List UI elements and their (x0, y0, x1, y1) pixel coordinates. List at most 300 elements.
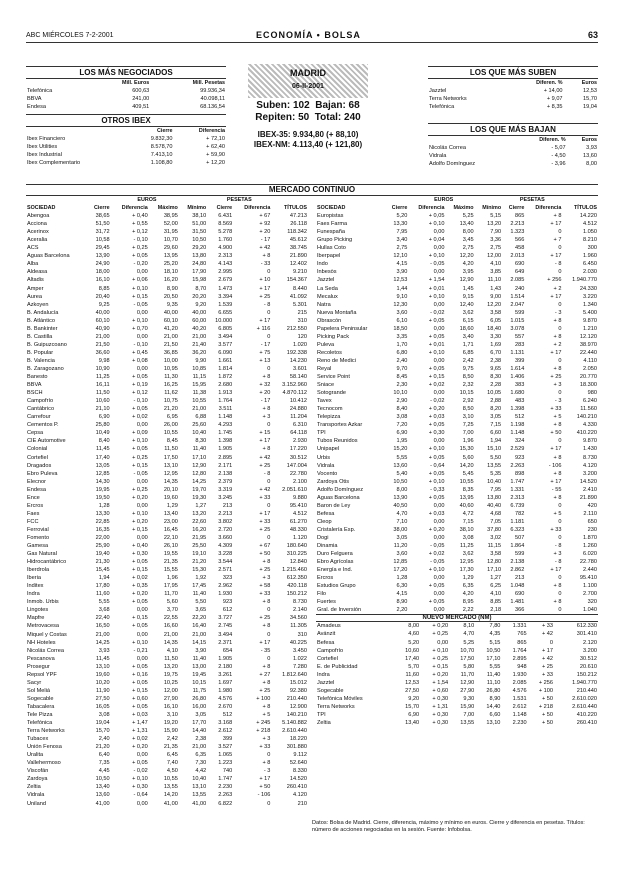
cell-value: 10,00 (163, 357, 178, 364)
table-row (26, 381, 308, 389)
cell-value: 3.078 (510, 325, 525, 332)
cell-value: 3.261 (218, 671, 233, 678)
cell-value: - 17 (260, 237, 271, 244)
cell-value: 11,10 (487, 277, 502, 284)
table-row (316, 333, 598, 341)
table-row (26, 309, 308, 317)
cell-value: 8,50 (462, 406, 474, 413)
cell-value: 8,90 (166, 285, 178, 292)
table-row (316, 630, 598, 638)
cell-value: + 8 (262, 623, 271, 630)
cell-value: 3.200 (583, 470, 597, 477)
cell-value: 2.680 (218, 382, 233, 389)
cell-value: 17,40 (95, 454, 110, 461)
cell-value: 61.270 (289, 518, 307, 525)
cell-value: 3,10 (462, 414, 474, 421)
table-row (26, 526, 308, 534)
cell-value: + 0,04 (428, 237, 445, 244)
cell-value: 18,50 (393, 325, 408, 332)
table-row (428, 144, 598, 152)
cell-value: 3,08 (462, 534, 474, 541)
cell-value: + 50 (259, 784, 271, 791)
cell-value: + 8 (262, 760, 271, 767)
cell-value: 3.544 (218, 559, 233, 566)
cell-value: - 0,64 (133, 792, 148, 799)
cell-value: 10,40 (192, 430, 207, 437)
cell-value: 7,35 (98, 760, 110, 767)
cell-value: 14,40 (192, 728, 207, 735)
cell-value: 11.204 (290, 414, 307, 421)
cell-value: 29,45 (95, 245, 110, 252)
cell-value: 0 (558, 325, 562, 332)
group-header-euros: EUROS (434, 197, 454, 203)
cell-value: 1.747 (510, 478, 525, 485)
table-row (316, 526, 598, 534)
cell-value: + 17 (259, 317, 271, 324)
cell-value: + 0,25 (432, 631, 449, 638)
company-name: Azkoyen (27, 301, 49, 308)
cell-value: - 0,05 (133, 470, 148, 477)
cell-value: 1.814 (218, 365, 233, 372)
company-name: Ence (27, 494, 40, 501)
cell-value: + 0,10 (428, 446, 445, 453)
cell-value: + 0,15 (132, 567, 148, 574)
cell-value: 41,00 (192, 800, 207, 807)
company-name: Estudios Grupo (317, 583, 356, 590)
cell-value: - 0,10 (133, 398, 148, 405)
cell-value: + 0,30 (432, 720, 449, 726)
cell-value: + 2 (553, 285, 562, 292)
cell-value: + 8 (262, 599, 271, 606)
company-name: Inmob. Urbis (27, 599, 59, 606)
cell-value: + 5 (262, 712, 271, 718)
cell-value: 7,15 (462, 518, 474, 525)
cell-value: 4,10 (166, 647, 178, 654)
cell-value: 2.610.440 (282, 728, 307, 735)
cell-value: + 0,10 (428, 253, 445, 260)
cell-value: 2,75 (490, 245, 502, 252)
cell-value: 6,88 (195, 414, 207, 421)
cell-value: + 0,20 (132, 744, 148, 751)
cell-value: 38,65 (95, 213, 110, 220)
cell-value: 1.108,80 (150, 160, 173, 167)
cell-value: + 0,20 (428, 406, 445, 413)
cell-value: 650 (587, 518, 597, 525)
page-number: 63 (587, 30, 598, 40)
cell-value: 5,15 (490, 213, 502, 220)
cell-value: 10,70 (460, 647, 475, 654)
cell-value: 3,45 (462, 237, 474, 244)
cell-value: 7,00 (462, 430, 474, 437)
cell-value: + 3 (262, 575, 271, 582)
header-date: ABC MIÉRCOLES 7-2-2001 (26, 32, 114, 39)
company-name: Sacyr (27, 679, 42, 686)
company-name: Ebro Agrícolas (317, 559, 354, 566)
company-name: E. de Publicidad (317, 663, 358, 670)
cell-value: + 8 (553, 365, 562, 372)
cell-value: 8.440 (293, 285, 307, 292)
cell-value: 13,30 (95, 510, 110, 517)
table-row (428, 103, 598, 111)
cell-value: + 116 (256, 325, 271, 332)
cell-value: + 100 (256, 695, 271, 702)
company-name: Sniace (317, 382, 335, 389)
col-header: Máximo (157, 205, 178, 212)
cell-value: 0,00 (433, 269, 445, 276)
table-row (26, 325, 308, 333)
cell-value: 6,85 (462, 349, 474, 356)
cell-value: 2.213 (218, 510, 233, 517)
cell-value: 13,55 (460, 720, 475, 726)
cell-value: 865 (517, 639, 527, 646)
company-name: Tele Pizza (27, 712, 53, 718)
table-row (26, 95, 226, 103)
table-row (316, 598, 598, 606)
cell-value: 0,00 (433, 301, 445, 308)
cell-value: 9.210 (293, 269, 307, 276)
mas-bajan-title: LOS QUE MÁS BAJAN (428, 123, 598, 136)
cell-value: + 33 (550, 526, 562, 533)
cell-value: 1,70 (396, 341, 408, 348)
cell-value: 3.527 (218, 744, 233, 751)
cell-value: 17,50 (163, 454, 178, 461)
cell-value: + 0,05 (428, 422, 445, 429)
cell-value: 95.410 (289, 502, 307, 509)
cell-value: 4,72 (462, 510, 474, 517)
table-row (26, 429, 308, 437)
company-name: Vallehermoso (27, 760, 61, 767)
cell-value: 6,60 (489, 711, 501, 718)
cell-value: 8,00 (462, 229, 474, 236)
cell-value: 21.890 (289, 253, 307, 260)
cell-value: 0,00 (136, 655, 148, 662)
cell-value: 2.085 (512, 679, 527, 686)
company-name: Uniland (27, 800, 46, 807)
cell-value: 11,25 (460, 543, 474, 550)
cell-value: 0,00 (433, 502, 445, 509)
cell-value: 24.330 (579, 285, 597, 292)
table-row (26, 486, 308, 494)
cell-value: 4,42 (195, 768, 207, 775)
cell-value: 4,60 (408, 631, 420, 638)
cell-value: + 33 (259, 494, 271, 501)
company-name: Cleop (317, 518, 332, 525)
cell-value: 51,50 (95, 221, 110, 228)
cell-value: + 0,09 (132, 430, 148, 437)
col-header: Diferen. % (539, 137, 566, 144)
company-name: Repsol YPF (27, 671, 57, 678)
company-name: Zardoya Otis (317, 478, 350, 485)
company-name: Ercros (317, 575, 334, 582)
cell-value: 13,40 (459, 221, 474, 228)
cell-value: + 0,45 (132, 349, 148, 356)
company-name: Cristalería Esp. (317, 526, 356, 533)
cell-value: + 0,35 (132, 583, 148, 590)
company-name: Dogi (317, 534, 329, 541)
cell-value: 5.400 (583, 309, 597, 316)
table-row (316, 357, 598, 365)
table-row (316, 606, 598, 614)
company-name: B. Bankinter (27, 325, 58, 332)
cell-value: - 8 (263, 301, 271, 308)
table-row (26, 598, 308, 606)
cell-value: + 1,31 (432, 703, 449, 710)
cell-value: 6,40 (98, 752, 110, 759)
cell-value: + 3 (553, 551, 562, 558)
cell-value: 13,10 (192, 784, 207, 791)
cell-value: 5,25 (462, 213, 474, 220)
cell-value: 12,10 (393, 253, 408, 260)
cell-value: 3,30 (490, 333, 502, 340)
company-name: Miquel y Costas (27, 631, 67, 638)
cell-value: 16,05 (95, 703, 110, 710)
table-row (316, 373, 598, 381)
table-row (316, 429, 598, 437)
table-row (26, 622, 308, 630)
cell-value: 690 (515, 261, 525, 268)
company-name: Vidrala (429, 153, 447, 160)
cell-value: 18,60 (459, 325, 474, 332)
cell-value: 241,00 (132, 96, 150, 103)
cell-value: 99.936,34 (200, 88, 225, 95)
cell-value: 4,15 (396, 261, 408, 268)
cell-value: 0,00 (136, 269, 148, 276)
table-row (26, 244, 308, 252)
cell-value: 21,50 (163, 341, 178, 348)
table-row (26, 365, 308, 373)
table-row (26, 494, 308, 502)
cell-value: + 15 (259, 430, 271, 437)
cell-value: + 0,02 (132, 414, 148, 421)
cell-value: + 0,05 (132, 679, 148, 686)
cell-value: 3,68 (98, 607, 110, 614)
table-row (316, 309, 598, 317)
cell-value: + 5 (553, 510, 562, 517)
cell-value: 22.780 (579, 559, 597, 566)
cell-value: 12,80 (487, 559, 502, 566)
cell-value: + 20 (259, 229, 271, 236)
cell-value: + 58 (259, 583, 271, 590)
cell-value: 1.331 (510, 486, 525, 493)
table-row (26, 550, 308, 558)
cell-value: 41.092 (289, 293, 307, 300)
table-row (316, 679, 598, 687)
company-name: Tecnocom (317, 406, 343, 413)
cell-value: 12.402 (289, 261, 307, 268)
cell-value: 11,30 (164, 374, 178, 381)
table-row (26, 268, 308, 276)
cell-value: + 0,05 (428, 583, 445, 590)
cell-value: + 0,10 (132, 285, 148, 292)
cell-value: 14,35 (163, 478, 178, 485)
company-name: Adolfo Domínguez (317, 486, 364, 493)
cell-value: + 25 (550, 374, 562, 381)
cell-value: 9.832,30 (150, 136, 173, 143)
cell-value: 0,00 (136, 502, 148, 509)
cell-value: 13,20 (163, 663, 178, 670)
cell-value: 29,20 (192, 245, 207, 252)
cell-value: 13,80 (487, 494, 502, 501)
cell-value: 1,96 (462, 438, 474, 445)
cell-value: 17,45 (192, 583, 207, 590)
cell-value: 7,30 (195, 760, 207, 767)
cell-value: 0 (558, 575, 562, 582)
mercado-left-table (26, 196, 308, 808)
cell-value: 13,80 (192, 253, 207, 260)
cell-value: 512 (222, 712, 233, 718)
cell-value: 11,45 (96, 446, 110, 453)
table-row (316, 244, 598, 252)
cell-value: - 106 (548, 462, 562, 469)
company-name: Gral. de Inversión (317, 607, 362, 614)
table-row (26, 135, 226, 143)
cell-value: 7,95 (490, 486, 502, 493)
cell-value: + 72,10 (206, 136, 225, 143)
cell-value: - 0,02 (430, 398, 445, 405)
cell-value: 3.450 (293, 647, 307, 654)
cell-value: 14,25 (192, 478, 207, 485)
company-name: B. Castilla (27, 333, 53, 340)
cell-value: 6,60 (490, 430, 502, 437)
table-row (26, 220, 308, 228)
cell-value: 11,50 (96, 390, 110, 397)
table-row (26, 389, 308, 397)
cell-value: + 256 (547, 277, 562, 284)
cell-value: 12,85 (95, 470, 110, 477)
table-row (26, 236, 308, 244)
cell-value: + 0,02 (428, 382, 445, 389)
cell-value: 2.230 (218, 784, 233, 791)
cell-value: 3,93 (98, 647, 110, 654)
cell-value: 399 (515, 357, 525, 364)
table-row (316, 252, 598, 260)
cell-value: 215 (297, 309, 307, 316)
cell-value: 10,60 (405, 647, 420, 654)
cell-value: - 8 (263, 470, 271, 477)
cell-value: 4.900 (218, 245, 233, 252)
cell-value: 1,96 (166, 575, 178, 582)
cell-value: + 0,10 (428, 221, 445, 228)
cell-value: - 55 (551, 486, 562, 493)
table-row (316, 276, 598, 284)
cell-value: + 0,05 (132, 559, 148, 566)
table-row (26, 687, 308, 695)
cell-value: 3,02 (490, 534, 502, 541)
cell-value: 2,20 (396, 607, 408, 614)
company-name: Adolfo Domínguez (429, 161, 476, 168)
cell-value: 5,50 (490, 454, 502, 461)
cell-value: 0,00 (433, 607, 445, 614)
cell-value: 21,20 (192, 559, 207, 566)
cell-value: 230 (587, 526, 597, 533)
cell-value: 3,05 (195, 712, 207, 718)
cell-value: 10,15 (459, 390, 474, 397)
cell-value: + 0,30 (432, 711, 449, 718)
cell-value: 6,35 (195, 752, 207, 759)
table-row (26, 87, 226, 95)
cell-value: 11,15 (192, 374, 207, 381)
cell-value: 12,20 (487, 301, 502, 308)
company-name: Telefónica (429, 104, 455, 111)
cell-value: 22,00 (95, 534, 110, 541)
cell-value: 3.601 (293, 365, 307, 372)
table-row (26, 671, 308, 679)
table-row (316, 687, 598, 695)
col-header: Diferencia (535, 205, 562, 212)
cell-value: 19,45 (192, 671, 207, 678)
cell-value: 19,95 (95, 486, 110, 493)
cell-value: 40,00 (163, 309, 178, 316)
company-name: Sol Meliá (27, 687, 51, 694)
cell-value: 2.440 (583, 567, 597, 574)
cell-value: 1,28 (98, 502, 110, 509)
cell-value: 1.531 (512, 695, 527, 702)
cell-value: 2.720 (218, 526, 233, 533)
table-row (26, 542, 308, 550)
cell-value: 3.494 (218, 631, 233, 638)
cell-value: + 2 (553, 341, 562, 348)
table-row (26, 582, 308, 590)
company-name: NH Hoteles (27, 639, 56, 646)
company-name: Indra (27, 591, 40, 598)
cell-value: 2,38 (195, 736, 207, 743)
table-row (428, 152, 598, 160)
mas-suben-title: LOS QUE MÁS SUBEN (428, 66, 598, 79)
table-row (316, 622, 598, 630)
cell-value: 19,60 (163, 494, 178, 501)
cell-value: 10,20 (95, 679, 110, 686)
cell-value: 2.371 (218, 639, 233, 646)
table-row (316, 220, 598, 228)
table-row (316, 349, 598, 357)
cell-value: 14.520 (289, 776, 307, 783)
cell-value: 26.118 (290, 221, 307, 228)
cell-value: 2.230 (512, 720, 527, 726)
cell-value: 1.148 (218, 414, 233, 421)
cell-value: + 8 (553, 317, 562, 324)
cell-value: 5.140.882 (282, 720, 307, 727)
cell-value: 20.770 (579, 374, 597, 381)
company-name: Tubos Reunidos (317, 438, 358, 445)
cell-value: + 0,03 (132, 712, 148, 718)
company-name: Reno de Medici (317, 357, 356, 364)
cell-value: + 0,05 (132, 623, 148, 630)
cell-value: + 0,15 (432, 663, 449, 670)
cell-value: + 59,90 (206, 152, 225, 159)
cell-value: + 0,70 (132, 325, 148, 332)
col-header: Euros (581, 80, 597, 86)
company-name: B. Zaragozano (27, 365, 64, 372)
cell-value: 310.225 (286, 551, 307, 558)
company-name: Hidrocantábrico (27, 559, 67, 566)
cell-value: 4.143 (218, 261, 233, 268)
cell-value: + 17 (550, 349, 562, 356)
cell-value: 420.118 (287, 583, 307, 590)
cell-value: 2.013 (510, 253, 525, 260)
cell-value: 0,00 (433, 438, 445, 445)
cell-value: 13,90 (95, 253, 110, 260)
cell-value: 15,70 (583, 96, 597, 103)
cell-value: 612.350 (286, 575, 307, 582)
cell-value: 52,00 (163, 221, 178, 228)
cell-value: 40,40 (487, 502, 502, 509)
cell-value: 649 (515, 269, 525, 276)
cell-value: 210 (297, 800, 307, 807)
cell-value: 40.225 (289, 639, 307, 646)
table-row (316, 293, 598, 301)
cell-value: 12,00 (163, 687, 178, 694)
cell-value: 1,28 (396, 575, 408, 582)
